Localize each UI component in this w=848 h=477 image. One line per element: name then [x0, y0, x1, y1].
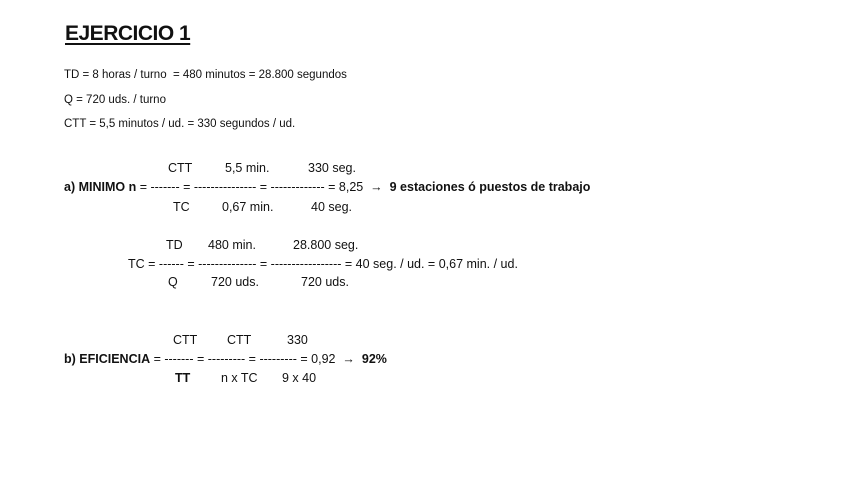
a-numerator-1: CTT — [168, 161, 193, 175]
given-td: TD = 8 horas / turno = 480 minutos = 28.800 segundos — [64, 69, 347, 81]
tc-numerator-3: 28.800 seg. — [293, 238, 359, 252]
a-label: a) MINIMO n — [64, 180, 137, 194]
given-ctt: CTT = 5,5 minutos / ud. = 330 segundos / ud. — [64, 118, 296, 130]
b-numerator-3: 330 — [287, 333, 308, 347]
b-denominator-1: TT — [175, 371, 191, 385]
b-denominator-2: n x TC — [221, 371, 258, 385]
tc-denominator-1: Q — [168, 275, 178, 289]
b-label: b) EFICIENCIA — [64, 352, 151, 366]
a-numerator-2: 5,5 min. — [225, 161, 270, 175]
tc-numerator-2: 480 min. — [208, 238, 256, 252]
a-denominator-2: 0,67 min. — [222, 200, 274, 214]
page-title: EJERCICIO 1 — [65, 22, 191, 45]
a-numerator-3: 330 seg. — [308, 161, 356, 175]
b-result: 92% — [361, 352, 387, 366]
given-q: Q = 720 uds. / turno — [64, 94, 166, 106]
a-denominator-1: TC — [173, 200, 190, 214]
b-numerator-2: CTT — [227, 333, 252, 347]
b-denominator-3: 9 x 40 — [282, 371, 317, 385]
b-equation: = ------- = --------- = --------- = 0,92 → — [150, 352, 355, 366]
b-equation-line — [64, 352, 387, 366]
a-equation: = ------- = --------------- = ------------- = 8,25 → — [136, 180, 383, 194]
a-denominator-3: 40 seg. — [311, 200, 353, 214]
b-numerator-1: CTT — [173, 333, 198, 347]
tc-equation: TC = ------ = -------------- = ----------------- = 40 seg. / ud. = 0,67 min. / ud. — [128, 257, 518, 271]
tc-denominator-3: 720 uds. — [301, 275, 349, 289]
a-equation-line — [64, 180, 590, 194]
a-result: 9 estaciones ó puestos de trabajo — [389, 180, 591, 194]
tc-denominator-2: 720 uds. — [211, 275, 259, 289]
tc-numerator-1: TD — [166, 238, 183, 252]
